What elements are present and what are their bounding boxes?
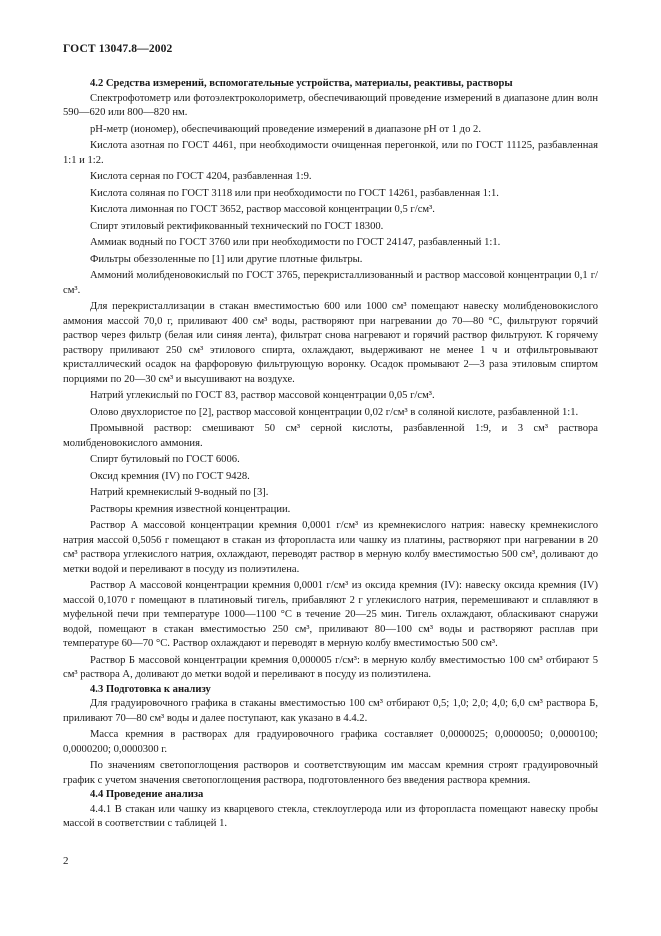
paragraph: По значениям светопоглощения растворов и соответствующим им массам кремния строят градуировочный график с учетом значения светопоглощения раствора, подготовленного без введения раствора кремния. bbox=[63, 760, 598, 786]
paragraph: Кислота соляная по ГОСТ 3118 или при необходимости по ГОСТ 14261, разбавленная 1:1. bbox=[90, 187, 499, 199]
paragraph: Кислота лимонная по ГОСТ 3652, раствор массовой концентрации 0,5 г/см³. bbox=[90, 204, 435, 215]
section-heading: 4.3 Подготовка к анализу bbox=[90, 683, 211, 695]
paragraph: Олово двухлористое по [2], раствор массовой концентрации 0,02 г/см³ в соляной кислоте, разбавленной 1:1. bbox=[90, 406, 579, 418]
paragraph: Аммиак водный по ГОСТ 3760 или при необходимости по ГОСТ 24147, разбавленный 1:1. bbox=[90, 237, 501, 248]
paragraph: Спирт бутиловый по ГОСТ 6006. bbox=[90, 454, 240, 465]
section-heading: 4.2 Средства измерений, вспомогательные устройства, материалы, реактивы, растворы bbox=[90, 78, 513, 89]
paragraph: Для градуировочного графика в стаканы вместимостью 100 см³ отбирают 0,5; 1,0; 2,0; 4,0; 6,0 см³ раствора Б, приливают 70—80 см³ воды и далее поступают, как указано в 4.4.2. bbox=[63, 698, 598, 724]
paragraph: Раствор А массовой концентрации кремния 0,0001 г/см³ из оксида кремния (IV): навеску оксида кремния (IV) массой 0,1070 г помещают в платиновый тигель, прибавляют 2 г углекислого натрия, перемешивают и сплавляют в муфельной печи при температуре 1000—1100 °С в течение 20—25 мин. Тигель охлаждают, обласкивают снаружи водой, помещают в стакан вместимостью 250 см³, приливают 80—100 см³ воды и растворяют расплав при температуре 60—70 °С. Раствор охлаждают и переводят в мерную колбу вместимостью 500 см³. bbox=[63, 580, 598, 649]
paragraph: Для перекристаллизации в стакан вместимостью 600 или 1000 см³ помещают навеску молибденовокислого аммония массой 70,0 г, приливают 400 см³ воды, растворяют при нагревании до 70—80 °С, фильтруют горячий раствор через фильтр (белая или синяя лента), фильтрат снова нагревают и горячий раствор фильтруют. К горячему раствору приливают 250 см³ этилового спирта, охлаждают, выдерживают не менее 1 ч и отфильтровывают кристаллический осадок на фарфоровую фильтрующую воронку. Осадок промывают 2—3 раза этиловым спиртом порциями по 20—30 см³ и высушивают на воздухе. bbox=[63, 301, 598, 385]
paragraph: Растворы кремния известной концентрации. bbox=[90, 503, 291, 515]
paragraph: Оксид кремния (IV) по ГОСТ 9428. bbox=[90, 470, 250, 482]
paragraph: Кислота азотная по ГОСТ 4461, при необходимости очищенная перегонкой, или по ГОСТ 11125, разбавленная 1:1 и 1:2. bbox=[63, 140, 598, 166]
paragraph: pH-метр (иономер), обеспечивающий проведение измерений в диапазоне рН от 1 до 2. bbox=[90, 123, 481, 135]
paragraph: Фильтры обеззоленные по [1] или другие плотные фильтры. bbox=[90, 253, 363, 265]
document-body bbox=[63, 77, 598, 834]
document-header: ГОСТ 13047.8—2002 bbox=[63, 42, 173, 55]
paragraph: Раствор Б массовой концентрации кремния 0,000005 г/см³: в мерную колбу вместимостью 100 см³ отбирают 5 см³ раствора А, доливают до метки водой и переливают в посуду из полиэтилена. bbox=[63, 654, 598, 680]
page-number: 2 bbox=[63, 855, 69, 867]
paragraph: Раствор А массовой концентрации кремния 0,0001 г/см³ из кремнекислого натрия: навеску кремнекислого натрия массой 0,5056 г помещают в стакан из фторопласта или чашку из платины, растворяют при нагревании в 20 см³ раствора углекислого натрия, охлаждают, переводят раствор в мерную колбу вместимостью 500 см³, доливают до метки водой и переливают в посуду из полиэтилена. bbox=[63, 520, 598, 575]
section-heading: 4.4 Проведение анализа bbox=[90, 789, 204, 800]
paragraph: Аммоний молибденовокислый по ГОСТ 3765, перекристаллизованный и раствор массовой концентрации 0,1 г/см³. bbox=[63, 270, 598, 296]
paragraph: 4.4.1 В стакан или чашку из кварцевого стекла, стеклоуглерода или из фторопласта помещают навеску пробы массой в соответствии с таблицей 1. bbox=[63, 803, 598, 829]
paragraph: Промывной раствор: смешивают 50 см³ серной кислоты, разбавленной 1:9, и 3 см³ раствора молибденовокислого аммония. bbox=[63, 423, 598, 449]
paragraph: Спектрофотометр или фотоэлектроколориметр, обеспечивающий проведение измерений в диапазоне длин волн 590—620 или 800—820 нм. bbox=[63, 92, 598, 118]
paragraph: Натрий кремнекислый 9-водный по [3]. bbox=[90, 487, 269, 498]
paragraph: Масса кремния в растворах для градуировочного графика составляет 0,0000025; 0,0000050; 0,0000100; 0,0000200; 0,0000300 г. bbox=[63, 729, 598, 755]
paragraph: Натрий углекислый по ГОСТ 83, раствор массовой концентрации 0,05 г/см³. bbox=[90, 390, 435, 401]
paragraph: Спирт этиловый ректификованный технический по ГОСТ 18300. bbox=[90, 220, 384, 232]
paragraph: Кислота серная по ГОСТ 4204, разбавленная 1:9. bbox=[90, 171, 312, 182]
